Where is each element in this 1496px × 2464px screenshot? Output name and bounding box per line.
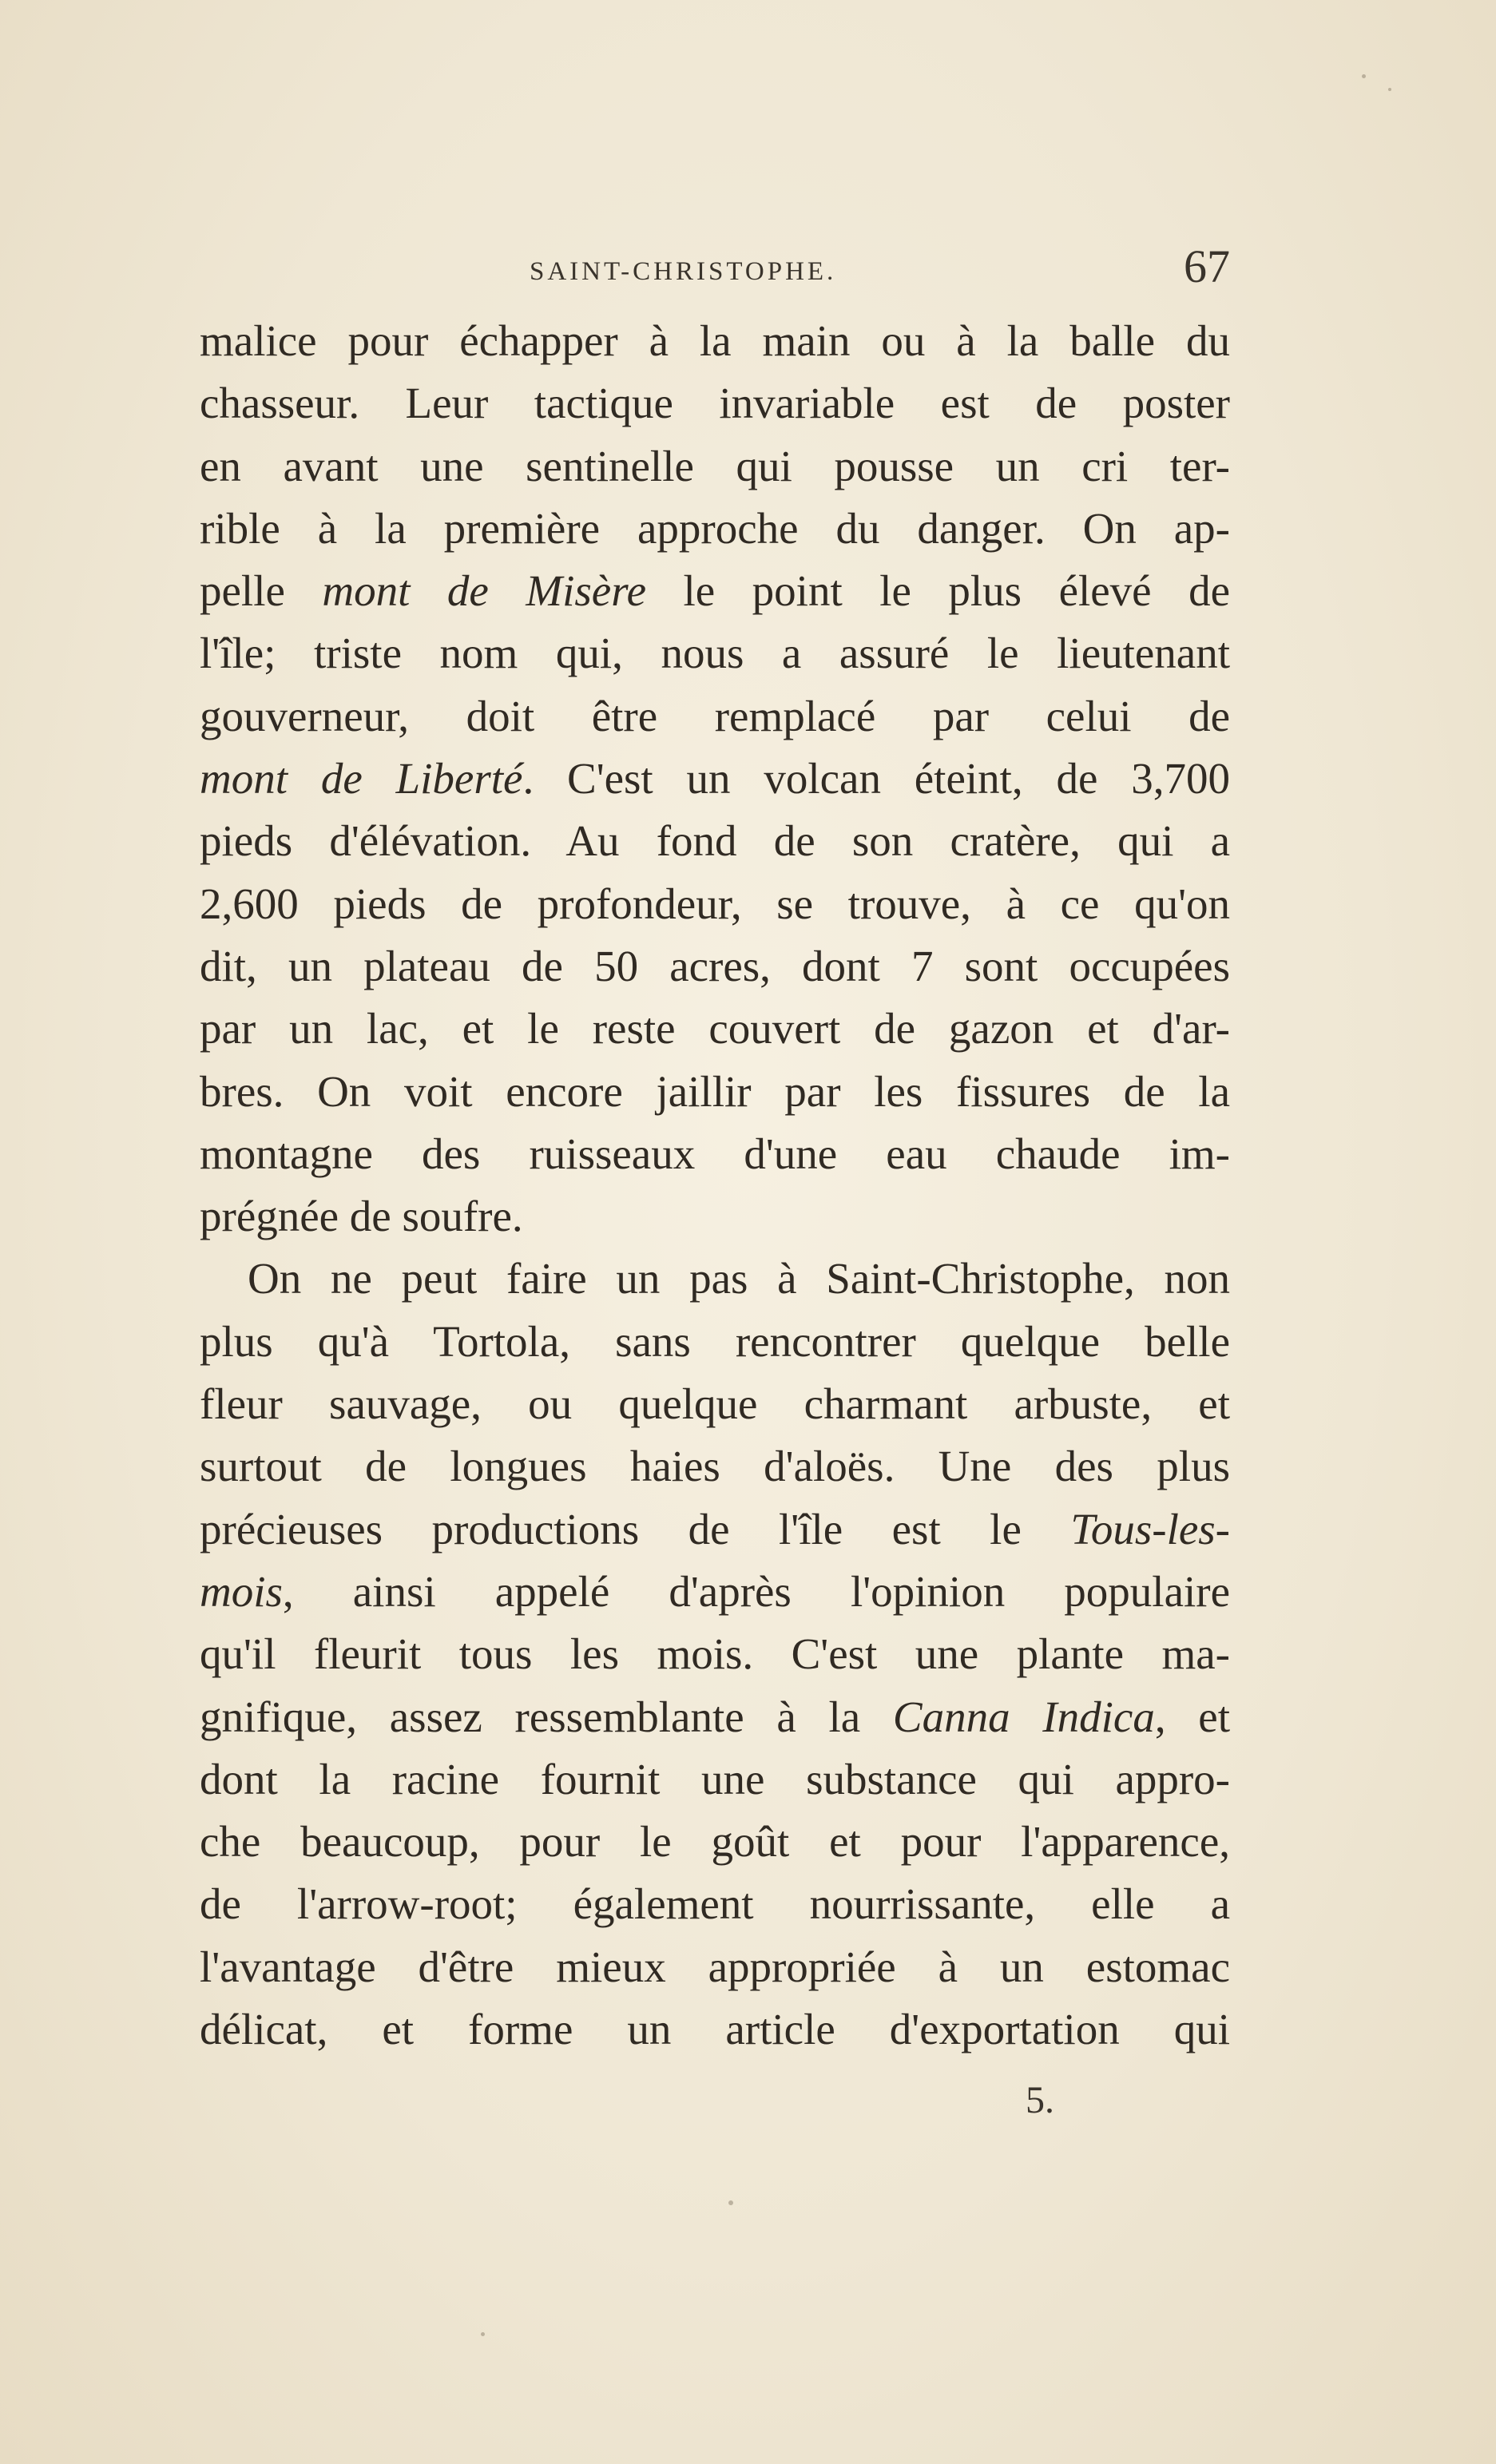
text-line <box>200 1623 1230 1685</box>
text-run: en avant une sentinelle qui pousse un cri ter- <box>200 441 1230 490</box>
text-run: de l'arrow-root; également nourrissante, elle a <box>200 1879 1230 1929</box>
italic-run: mois <box>200 1566 283 1616</box>
text-line <box>200 1998 1230 2061</box>
text-run: plus qu'à Tortola, sans rencontrer quelque belle <box>200 1316 1230 1366</box>
text-line <box>200 1498 1230 1561</box>
text-line <box>200 685 1230 748</box>
paper-speck <box>728 2200 733 2205</box>
italic-run: mont de Misère <box>322 566 646 616</box>
running-head: SAINT-CHRISTOPHE. <box>530 257 837 286</box>
text-run: On ne peut faire un pas à Saint-Christophe, non <box>248 1254 1230 1303</box>
text-run: prégnée de soufre. <box>200 1192 523 1241</box>
text-line <box>200 1373 1230 1435</box>
text-run: le point le plus élevé de <box>645 566 1231 616</box>
italic-run: Canna Indica <box>892 1692 1155 1741</box>
text-run: , et <box>1154 1692 1230 1741</box>
text-line <box>200 1435 1230 1498</box>
text-line <box>200 310 1230 372</box>
text-run: pieds d'élévation. Au fond de son cratère, qui a <box>200 816 1230 866</box>
text-run: rible à la première approche du danger. On ap- <box>200 503 1230 553</box>
text-run: qu'il fleurit tous les mois. C'est une plante ma- <box>200 1629 1230 1679</box>
text-line <box>200 498 1230 560</box>
text-run: l'avantage d'être mieux appropriée à un estomac <box>200 1942 1230 1991</box>
text-run: par un lac, et le reste couvert de gazon et d'ar- <box>200 1004 1230 1053</box>
text-run: délicat, et forme un article d'exportation qui <box>200 2005 1230 2054</box>
text-run: l'île; triste nom qui, nous a assuré le lieutenant <box>200 629 1230 678</box>
body-text <box>200 310 1230 2061</box>
text-run: précieuses productions de l'île est le <box>200 1504 1071 1553</box>
text-line <box>200 1748 1230 1811</box>
text-run: bres. On voit encore jaillir par les fissures de la <box>200 1066 1230 1116</box>
text-line <box>200 1686 1230 1748</box>
text-line <box>200 435 1230 498</box>
text-line <box>200 622 1230 684</box>
text-run: gnifique, assez ressemblante à la <box>200 1692 893 1741</box>
text-run: surtout de longues haies d'aloës. Une des plus <box>200 1442 1230 1491</box>
text-run: dit, un plateau de 50 acres, dont 7 sont occupées <box>200 941 1230 990</box>
italic-run: Tous-les- <box>1070 1504 1230 1553</box>
text-line <box>200 1061 1230 1123</box>
text-line <box>200 873 1230 935</box>
text-line <box>200 935 1230 998</box>
text-run: dont la racine fournit une substance qui appro- <box>200 1754 1230 1803</box>
text-run: gouverneur, doit être remplacé par celui de <box>200 691 1230 740</box>
page-header <box>200 240 1230 304</box>
paper-speck <box>1388 88 1391 91</box>
text-line <box>200 810 1230 872</box>
text-line <box>200 1185 1230 1248</box>
text-line <box>200 998 1230 1060</box>
italic-run: mont de Liberté <box>200 754 523 803</box>
paper-speck <box>481 2332 485 2336</box>
text-line <box>200 372 1230 434</box>
signature-mark: 5. <box>1026 2079 1054 2121</box>
text-line <box>200 1248 1230 1310</box>
text-line <box>200 748 1230 810</box>
text-run: montagne des ruisseaux d'une eau chaude im- <box>200 1129 1230 1178</box>
text-run: che beaucoup, pour le goût et pour l'apparence, <box>200 1817 1230 1867</box>
text-line <box>200 1873 1230 1935</box>
text-line <box>200 1311 1230 1373</box>
text-run: pelle <box>200 566 323 616</box>
text-line <box>200 1936 1230 1998</box>
text-line <box>200 1561 1230 1623</box>
text-run: malice pour échapper à la main ou à la balle du <box>200 316 1230 365</box>
page-number: 67 <box>1184 240 1230 292</box>
text-line <box>200 1123 1230 1185</box>
text-run: . C'est un volcan éteint, de 3,700 <box>522 754 1230 803</box>
text-run: fleur sauvage, ou quelque charmant arbuste, et <box>200 1379 1230 1429</box>
text-run: , ainsi appelé d'après l'opinion populaire <box>282 1566 1230 1616</box>
text-run: chasseur. Leur tactique invariable est de poster <box>200 379 1230 428</box>
paper-speck <box>1362 74 1366 78</box>
text-line <box>200 1811 1230 1873</box>
text-run: 2,600 pieds de profondeur, se trouve, à ce qu'on <box>200 879 1230 928</box>
text-line <box>200 560 1230 622</box>
